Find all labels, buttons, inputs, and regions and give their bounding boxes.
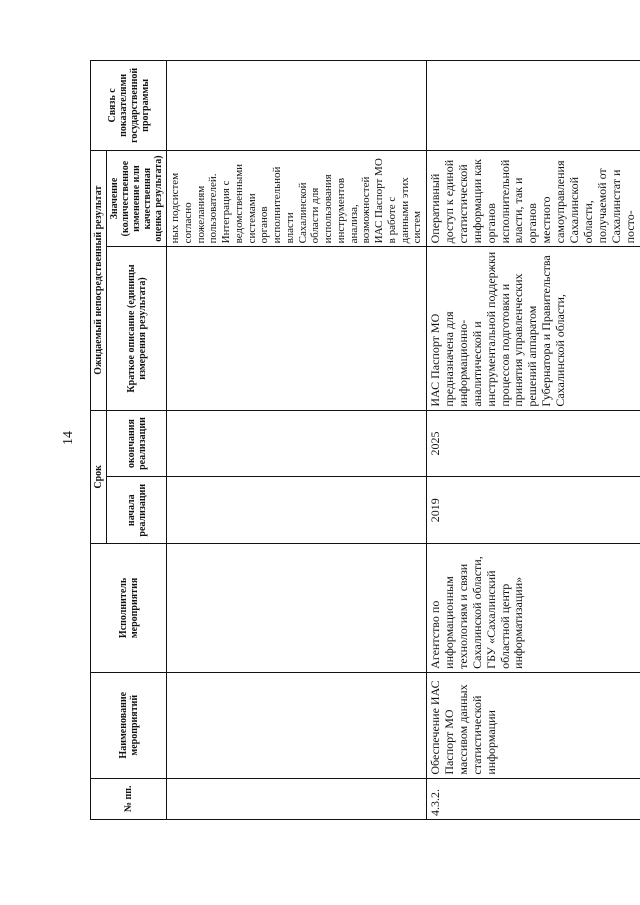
cell-end: 2025 [427, 410, 640, 477]
cell-value-prev: ных подсистем согласно пожеланиям пользователей. Интеграция с ведомственными системами органов исполнительной власти Сахалинской области для использования инструментов анализа, возможностей ИАС Паспорт МО в работе с данными этих систем [167, 150, 427, 247]
cell-name: Обеспечение ИАС Паспорт МО массивом данных статистической информации [427, 672, 640, 778]
cell-executor: Агентство по информационным технологиям и связи Сахалинской области, ГБУ «Сахалинский областной центр информатизации» [427, 544, 640, 673]
header-executor: Исполнитель мероприятия [91, 544, 167, 673]
table-row [167, 61, 427, 820]
cell-desc: ИАС Паспорт МО предназначена для информационно-аналитической и инструментальной поддержки процессов подготовки и принятия управленческих решений аппаратом Губернатора и Правительства Сахалинской области, [427, 247, 640, 410]
cell-value: Оперативный доступ к единой статистической информации как органов исполнительной власти, так и органов местного самоуправления Сахалинской области, получаемой от Сахалинстат и посто- [427, 150, 640, 247]
header-link: Связь с показателями государственной программы [91, 61, 167, 151]
table-row [427, 61, 640, 820]
header-expected-desc: Краткое описание (единицы измерения результата) [107, 247, 167, 410]
cell-link [427, 61, 640, 151]
cell-no: 4.3.2. [427, 778, 640, 819]
cell-start-prev [167, 477, 427, 544]
rotated-table-container [90, 60, 637, 820]
header-name: Наименование мероприятий [91, 672, 167, 778]
header-term-start: начала реализации [107, 477, 167, 544]
header-term: Срок [91, 410, 107, 543]
cell-no-prev [167, 778, 427, 819]
header-expected: Ожидаемый непосредственный результат [91, 150, 107, 410]
cell-link-prev [167, 61, 427, 151]
cell-desc-prev [167, 247, 427, 410]
cell-name-prev [167, 672, 427, 778]
header-expected-value: Значение (количественное изменение или качественная оценка результата) [107, 150, 167, 247]
cell-executor-prev [167, 544, 427, 673]
cell-end-prev [167, 410, 427, 477]
cell-start: 2019 [427, 477, 640, 544]
measures-table [90, 60, 640, 820]
header-no: № пп. [91, 778, 167, 819]
header-term-end: окончания реализации [107, 410, 167, 477]
page-number: 14 [61, 431, 76, 445]
